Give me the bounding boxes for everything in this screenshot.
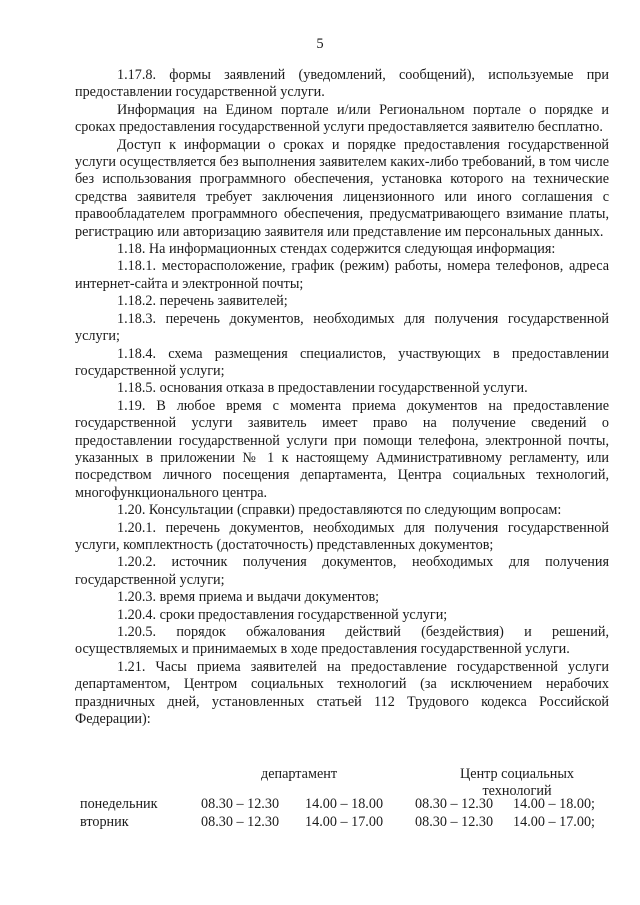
paragraph-1-18-3: 1.18.3. перечень документов, необходимых для получения государственной услуги; bbox=[75, 310, 609, 345]
schedule-day: понедельник bbox=[80, 796, 158, 812]
schedule-center-morning: 08.30 – 12.30 bbox=[415, 814, 494, 830]
schedule-day: вторник bbox=[80, 814, 129, 830]
schedule-department-morning: 08.30 – 12.30 bbox=[201, 814, 280, 830]
schedule-department-morning: 08.30 – 12.30 bbox=[201, 796, 280, 812]
schedule-row bbox=[75, 814, 609, 832]
paragraph-1-20-1: 1.20.1. перечень документов, необходимых для получения государственной услуги, комплектность (достаточность) представленных документов; bbox=[75, 519, 609, 553]
page-number: 5 bbox=[316, 36, 324, 52]
schedule-department-afternoon: 14.00 – 17.00 bbox=[305, 814, 384, 830]
paragraph-1-19: 1.19. В любое время с момента приема документов на предоставление государственной услуги заявитель имеет право на получение сведений о предоставлении государственной услуги при помощи телефона, электронной почты, указанных в приложении № 1 к настоящему Административному регламенту, или посредством личного посещения департамента, Центра социальных технологий, многофункционального центра. bbox=[75, 397, 609, 501]
paragraph-1-18: 1.18. На информационных стендах содержится следующая информация: bbox=[117, 241, 556, 258]
paragraph-1-17-8: 1.17.8. формы заявлений (уведомлений, сообщений), используемые при предоставлении государственной услуги. bbox=[75, 67, 609, 101]
paragraph-1-18-4: 1.18.4. схема размещения специалистов, участвующих в предоставлении государственной услуги; bbox=[75, 345, 609, 379]
schedule-center-afternoon: 14.00 – 17.00; bbox=[513, 814, 595, 830]
paragraph-1-20-2: 1.20.2. источник получения документов, необходимых для получения государственной услуги; bbox=[75, 554, 609, 588]
paragraph-1-20-4: 1.20.4. сроки предоставления государственной услуги; bbox=[117, 606, 448, 623]
schedule-center-morning: 08.30 – 12.30 bbox=[415, 796, 494, 812]
paragraph-1-18-1: 1.18.1. месторасположение, график (режим) работы, номера телефонов, адреса интернет-сайта и электронной почты; bbox=[75, 258, 609, 292]
paragraph-portal-info: Информация на Едином портале и/или Региональном портале о порядке и сроках предоставления государственной услуги предоставляется заявителю бесплатно. bbox=[75, 101, 609, 136]
paragraph-1-20: 1.20. Консультации (справки) предоставляются по следующим вопросам: bbox=[117, 502, 562, 519]
schedule-department-afternoon: 14.00 – 18.00 bbox=[305, 796, 384, 812]
paragraph-1-20-5: 1.20.5. порядок обжалования действий (бездействия) и решений, осуществляемых и принимаемых в ходе предоставления государственной услуги. bbox=[75, 624, 609, 658]
paragraph-1-20-3: 1.20.3. время приема и выдачи документов; bbox=[117, 589, 380, 606]
schedule-row bbox=[75, 796, 609, 814]
schedule-header-center-line2: технологий bbox=[482, 783, 552, 800]
document-body bbox=[75, 67, 609, 728]
paragraph-1-18-5: 1.18.5. основания отказа в предоставлении государственной услуги. bbox=[117, 380, 528, 397]
schedule-header-department: департамент bbox=[261, 766, 338, 782]
paragraph-1-21: 1.21. Часы приема заявителей на предоставление государственной услуги департаментом, Центром социальных технологий (за исключением нерабочих праздничных дней, установленных статьей 112 Трудового кодекса Российской Федерации): bbox=[75, 658, 609, 728]
paragraph-1-18-2: 1.18.2. перечень заявителей; bbox=[117, 293, 288, 310]
schedule-header-center-line1: Центр социальных bbox=[460, 766, 574, 782]
schedule-center-afternoon: 14.00 – 18.00; bbox=[513, 796, 595, 812]
paragraph-access-info: Доступ к информации о сроках и порядке предоставления государственной услуги осуществляется без выполнения заявителем каких-либо требований, в том числе без использования программного обеспечения, установка которого на технические средства заявителя требует заключения лицензионного или иного соглашения с правообладателем программного обеспечения, предусматривающего взимание платы, регистрацию или авторизацию заявителя или представление им персональных данных. bbox=[75, 136, 609, 240]
